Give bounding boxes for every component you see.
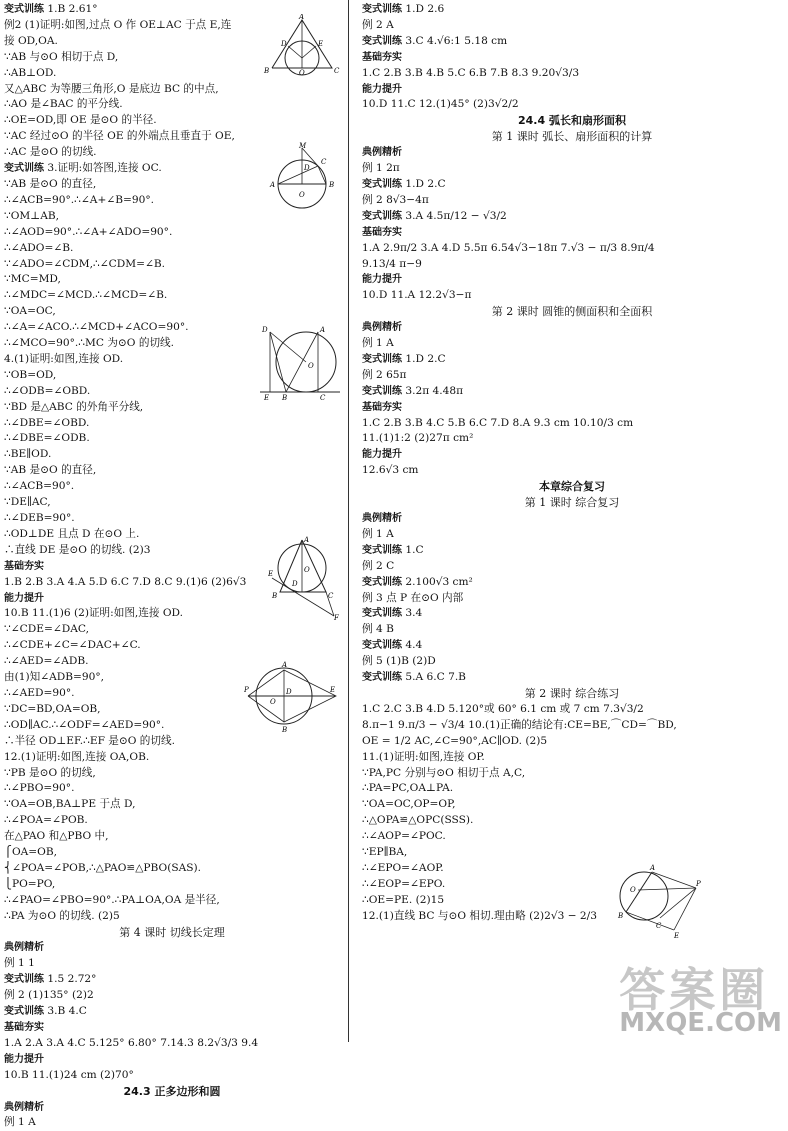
right-line: 例 2 C <box>362 559 395 572</box>
left-line: ∴PA 为⊙O 的切线. (2)5 <box>4 909 120 922</box>
line-text: 1.D 2.6 <box>402 3 445 15</box>
left-line: ⎧OA=OB, <box>4 846 57 859</box>
line-text: 1.D 2.C <box>402 352 446 365</box>
figure-point-label: B <box>618 912 624 920</box>
left-line: ∴AC 是⊙O 的切线. <box>4 146 97 159</box>
figure-point-label: C <box>656 922 662 930</box>
right-line: 例 1 A <box>362 527 394 540</box>
right-line: 8.π−1 9.π/3 − √3/4 10.(1)正确的结论有:CE=BE,⌒CD=⌒BD, <box>362 718 677 731</box>
left-line: 接 OD,OA. <box>4 34 58 47</box>
left-line: 1.A 2.A 3.A 4.C 5.125° 6.80° 7.14.3 8.2√3/3 9.4 <box>4 1036 259 1049</box>
left-line: ∵AC 经过⊙O 的半径 OE 的外端点且垂直于 OE, <box>4 130 235 143</box>
left-line: ∵MC=MD, <box>4 273 61 286</box>
left-line: 例 2 (1)135° (2)2 <box>4 989 94 1002</box>
right-line: 例 5 (1)B (2)D <box>362 655 436 668</box>
section-label: 典例精析 <box>362 147 402 159</box>
right-line <box>362 384 782 400</box>
section-label: 变式训练 <box>362 672 402 684</box>
right-line: 12.6√3 cm <box>362 464 419 477</box>
figure-point-label: A <box>304 536 310 544</box>
left-line: ∴直线 DE 是⊙O 的切线. (2)3 <box>4 543 151 556</box>
right-line <box>362 543 782 559</box>
figure-point-label: D <box>262 326 268 334</box>
section-label: 变式训练 <box>362 210 402 222</box>
figure-point-label: E <box>268 570 274 578</box>
right-line: 例 4 B <box>362 623 394 636</box>
left-line: ∴∠MCO=90°.∴MC 为⊙O 的切线. <box>4 337 175 350</box>
left-line: ⎩PO=PO, <box>4 877 56 890</box>
figure-point-label: C <box>334 67 340 75</box>
right-line: ∴∠EOP=∠EPO. <box>362 877 446 890</box>
left-line <box>4 1052 340 1068</box>
right-line <box>362 177 782 193</box>
left-line: ∴BE∥OD. <box>4 448 52 461</box>
figure-tangent-mc <box>268 142 340 212</box>
section-label: 变式训练 <box>362 178 402 190</box>
left-line: ∵AB 与⊙O 相切于点 D, <box>4 50 119 63</box>
line-text: 3.证明:如答图,连接 OC. <box>44 162 162 175</box>
figure-point-label: P <box>696 880 701 888</box>
figure-point-label: C <box>320 394 326 400</box>
left-line: ∴OD⊥DE 且点 D 在⊙O 上. <box>4 527 140 540</box>
left-line: ∴∠A=∠ACO.∴∠MCD+∠ACO=90°. <box>4 321 189 334</box>
right-line: 第 1 课时 弧长、扇形面积的计算 <box>491 130 653 144</box>
figure-point-label: B <box>282 394 288 400</box>
left-line: ∴∠DBE=∠ODB. <box>4 432 90 445</box>
right-line: ∴OE=PE. (2)15 <box>362 893 445 906</box>
left-line: ∵DE∥AC, <box>4 496 51 509</box>
figure-point-label: D <box>304 164 310 172</box>
left-line: ∴∠ACB=90°. <box>4 480 75 493</box>
section-label: 能力提升 <box>4 592 44 604</box>
figure-tangent-ef <box>268 536 342 622</box>
figure-point-label: D <box>286 688 292 696</box>
figure-point-label: A <box>282 661 288 669</box>
section-label: 变式训练 <box>4 4 44 15</box>
figure-pa-pc-tangent <box>616 862 702 938</box>
line-text: 2.100√3 cm² <box>402 575 473 588</box>
figure-point-label: C <box>321 158 327 166</box>
section-label: 能力提升 <box>362 449 402 461</box>
section-label: 基础夯实 <box>362 51 402 63</box>
left-line: ∴∠ODB=∠OBD. <box>4 384 91 397</box>
right-line: ∵PA,PC 分别与⊙O 相切于点 A,C, <box>362 766 526 779</box>
section-label: 变式训练 <box>362 385 402 397</box>
line-text: 3.C 4.√6:1 5.18 cm <box>402 34 508 47</box>
left-line: ∴∠CDE+∠C=∠DAC+∠C. <box>4 639 141 652</box>
left-line: 24.3 正多边形和圆 <box>123 1084 221 1098</box>
left-line <box>4 972 340 988</box>
right-line <box>362 225 782 241</box>
right-line <box>362 638 782 654</box>
right-line: 1.A 2.9π/2 3.A 4.D 5.5π 6.54√3−18π 7.√3 − π/3 8.9π/4 <box>362 241 655 254</box>
figure-point-label: E <box>330 686 336 694</box>
figure-point-label: O <box>630 886 636 894</box>
section-label: 变式训练 <box>4 1006 44 1018</box>
line-text: 1.D 2.C <box>402 177 446 190</box>
figure-point-label: O <box>270 698 276 706</box>
left-line: ∴OE=OD,即 OE 是⊙O 的半径. <box>4 114 157 127</box>
right-line: 第 1 课时 综合复习 <box>524 496 620 510</box>
left-line: ∴∠ADO=∠B. <box>4 241 74 254</box>
right-line <box>362 145 782 161</box>
right-line <box>362 575 782 591</box>
right-line: 24.4 弧长和扇形面积 <box>518 114 626 128</box>
right-line: 1.C 2.C 3.B 4.D 5.120°或 60° 6.1 cm 或 7 cm 7.3√3/2 <box>362 702 644 715</box>
figure-point-label: O <box>308 362 314 370</box>
left-line: 由(1)知∠ADB=90°, <box>4 671 105 684</box>
figure-external-bisector <box>256 324 344 400</box>
left-line: ∴∠DBE=∠OBD. <box>4 416 90 429</box>
figure-point-label: A <box>320 326 326 334</box>
right-line <box>362 82 782 98</box>
figure-point-label: C <box>328 592 334 600</box>
section-label: 基础夯实 <box>362 401 402 413</box>
left-line: ∴∠POA=∠POB. <box>4 814 88 827</box>
left-line: ∵OA=OB,BA⊥PE 于点 D, <box>4 798 136 811</box>
figure-point-label: E <box>318 40 324 48</box>
left-line: 4.(1)证明:如图,连接 OD. <box>4 352 124 365</box>
right-line: 例 2 8√3−4π <box>362 193 429 206</box>
left-line: ∴AO 是∠BAC 的平分线. <box>4 98 123 111</box>
left-line: 例 1 A <box>4 1116 36 1129</box>
section-label: 典例精析 <box>362 513 402 524</box>
section-label: 能力提升 <box>362 274 402 286</box>
left-line: ⎨∠POA=∠POB,∴△PAO≌△PBO(SAS). <box>4 861 201 874</box>
left-line: ∵AB 是⊙O 的直径, <box>4 464 97 477</box>
section-label: 能力提升 <box>4 1053 44 1065</box>
figure-point-label: D <box>281 40 287 48</box>
right-line: ∵OA=OC,OP=OP, <box>362 798 456 811</box>
left-line <box>4 1100 340 1116</box>
right-line: OE = 1/2 AC,∠C=90°,AC∥OD. (2)5 <box>362 734 548 747</box>
left-line: ∴∠AED=∠ADB. <box>4 655 89 668</box>
line-text: 4.4 <box>402 639 423 652</box>
figure-point-label: M <box>299 142 307 150</box>
left-line: ∵OA=OC, <box>4 305 56 318</box>
right-line <box>362 400 782 416</box>
right-line: 10.D 11.C 12.(1)45° (2)3√2/2 <box>362 98 519 111</box>
section-label: 变式训练 <box>362 640 402 652</box>
figure-point-label: P <box>244 686 249 694</box>
right-line <box>362 511 782 527</box>
section-label: 基础夯实 <box>4 560 44 572</box>
section-label: 变式训练 <box>362 353 402 365</box>
right-line: 10.D 11.A 12.2√3−π <box>362 289 472 302</box>
right-line: 第 2 课时 圆锥的侧面积和全面积 <box>491 305 653 319</box>
figure-point-label: E <box>264 394 270 400</box>
right-line: 例 2 A <box>362 18 394 31</box>
section-label: 能力提升 <box>362 83 402 95</box>
section-label: 基础夯实 <box>362 226 402 238</box>
figure-point-label: B <box>264 67 270 75</box>
left-line: ∴半径 OD⊥EF.∴EF 是⊙O 的切线. <box>4 734 175 747</box>
line-text: 3.4 <box>402 607 423 620</box>
right-line: 例 2 65π <box>362 368 407 381</box>
figure-point-label: B <box>329 181 335 189</box>
right-line <box>362 50 782 66</box>
figure-point-label: F <box>334 614 339 622</box>
right-line <box>362 34 782 50</box>
left-line: ∴∠AOD=90°.∴∠A+∠ADO=90°. <box>4 225 173 238</box>
left-line <box>4 1020 340 1036</box>
right-line <box>362 606 782 622</box>
right-line: 本章综合复习 <box>539 480 605 494</box>
right-line: ∴PA=PC,OA⊥PA. <box>362 782 454 795</box>
section-label: 变式训练 <box>362 35 402 47</box>
left-line: ∴OD∥AC.∴∠ODF=∠AED=90°. <box>4 718 165 731</box>
left-line: ∵∠CDE=∠DAC, <box>4 623 89 636</box>
left-line: ∵OM⊥AB, <box>4 209 60 222</box>
figure-point-label: O <box>299 191 305 199</box>
figure-point-label: B <box>282 726 288 734</box>
section-label: 变式训练 <box>362 576 402 588</box>
right-line <box>362 2 782 18</box>
left-line: ∵PB 是⊙O 的切线, <box>4 766 96 779</box>
watermark <box>619 954 782 1038</box>
left-line: 在△PAO 和△PBO 中, <box>4 830 109 843</box>
figure-point-label: A <box>270 181 276 189</box>
right-line: 12.(1)直线 BC 与⊙O 相切.理由略 (2)2√3 − 2/3 <box>362 909 597 922</box>
right-line: 例 1 A <box>362 337 394 350</box>
left-line: ∵∠ADO=∠CDM,∴∠CDM=∠B. <box>4 257 165 270</box>
line-text: 3.2π 4.48π <box>402 384 464 397</box>
left-line <box>4 1004 340 1020</box>
left-line: ∵BD 是△ABC 的外角平分线, <box>4 400 144 413</box>
section-label: 变式训练 <box>362 544 402 556</box>
right-line <box>362 272 782 288</box>
section-label: 变式训练 <box>362 4 402 15</box>
left-line: ∴∠MDC=∠MCD.∴∠MCD=∠B. <box>4 289 168 302</box>
left-line: 10.B 11.(1)6 (2)证明:如图,连接 OD. <box>4 607 184 620</box>
section-label: 典例精析 <box>4 1101 44 1113</box>
section-label: 典例精析 <box>362 322 402 334</box>
right-line <box>362 447 782 463</box>
left-line: ∴∠ACB=90°.∴∠A+∠B=90°. <box>4 193 155 206</box>
figure-tangent-isosceles <box>262 14 342 76</box>
left-line: ∵DC=BD,OA=OB, <box>4 702 101 715</box>
right-line <box>362 320 782 336</box>
right-line: 11.(1)证明:如图,连接 OP. <box>362 750 485 763</box>
right-line: 1.C 2.B 3.B 4.B 5.C 6.B 7.B 8.3 9.20√3/3 <box>362 66 580 79</box>
left-line: 例 1 1 <box>4 957 35 970</box>
left-line: ∵AB 是⊙O 的直径, <box>4 177 97 190</box>
section-label: 变式训练 <box>4 163 44 175</box>
right-line <box>362 209 782 225</box>
right-line: 1.C 2.B 3.B 4.C 5.B 6.C 7.D 8.A 9.3 cm 10.10/3 cm <box>362 416 634 429</box>
figure-point-label: A <box>299 14 305 21</box>
watermark-cn: 答案圈 <box>619 963 770 1017</box>
left-line: ∴∠DEB=90°. <box>4 512 75 524</box>
figure-point-label: O <box>304 566 310 574</box>
left-line: ∵OB=OD, <box>4 368 57 381</box>
left-line: 例2 (1)证明:如图,过点 O 作 OE⊥AC 于点 E,连 <box>4 18 232 31</box>
left-line: 10.B 11.(1)24 cm (2)70° <box>4 1068 134 1081</box>
left-line: ∴∠PAO=∠PBO=90°.∴PA⊥OA,OA 是半径, <box>4 893 220 906</box>
figure-point-label: A <box>650 864 656 872</box>
section-label: 变式训练 <box>362 608 402 620</box>
figure-point-label: E <box>674 932 680 938</box>
left-line: ∴∠AED=90°. <box>4 686 75 699</box>
column-divider <box>348 0 349 1042</box>
figure-point-label: D <box>292 580 298 588</box>
line-text: 3.B 4.C <box>44 1005 87 1018</box>
line-text: 1.5 2.72° <box>44 973 97 986</box>
left-line: ∴∠PBO=90°. <box>4 782 75 795</box>
watermark-en: MXQE.COM <box>619 1008 782 1038</box>
right-line: ∵EP∥BA, <box>362 846 408 859</box>
right-line: 9.13/4 π−9 <box>362 257 422 270</box>
left-line <box>4 940 340 956</box>
line-text: 3.A 4.5π/12 − √3/2 <box>402 209 507 222</box>
figure-point-label: O <box>299 69 305 76</box>
left-line: 12.(1)证明:如图,连接 OA,OB. <box>4 750 150 763</box>
right-line: 例 3 点 P 在⊙O 内部 <box>362 591 464 604</box>
left-line: 又△ABC 为等腰三角形,O 是底边 BC 的中点, <box>4 82 219 95</box>
right-line: 例 1 2π <box>362 162 400 175</box>
section-label: 典例精析 <box>4 942 44 954</box>
right-line <box>362 670 782 686</box>
line-text: 5.A 6.C 7.B <box>402 671 466 684</box>
figure-pa-tangent <box>244 656 342 736</box>
right-column <box>362 2 782 925</box>
right-line: ∴△OPA≌△OPC(SSS). <box>362 814 474 827</box>
section-label: 基础夯实 <box>4 1022 44 1033</box>
figure-point-label: B <box>272 592 278 600</box>
right-line: ∴∠AOP=∠POC. <box>362 830 446 843</box>
right-line <box>362 352 782 368</box>
right-line: ∴∠EPO=∠AOP. <box>362 861 444 874</box>
right-line: 第 2 课时 综合练习 <box>524 686 620 700</box>
line-text: 1.C <box>402 543 424 556</box>
section-label: 变式训练 <box>4 974 44 986</box>
left-line: 第 4 课时 切线长定理 <box>119 925 225 939</box>
left-line: 1.B 2.B 3.A 4.A 5.D 6.C 7.D 8.C 9.(1)6 (2)6√3 <box>4 575 247 588</box>
left-line: ∴AB⊥OD. <box>4 66 57 79</box>
line-text: 1.B 2.61° <box>44 3 98 15</box>
right-line: 11.(1)1:2 (2)27π cm² <box>362 432 474 445</box>
